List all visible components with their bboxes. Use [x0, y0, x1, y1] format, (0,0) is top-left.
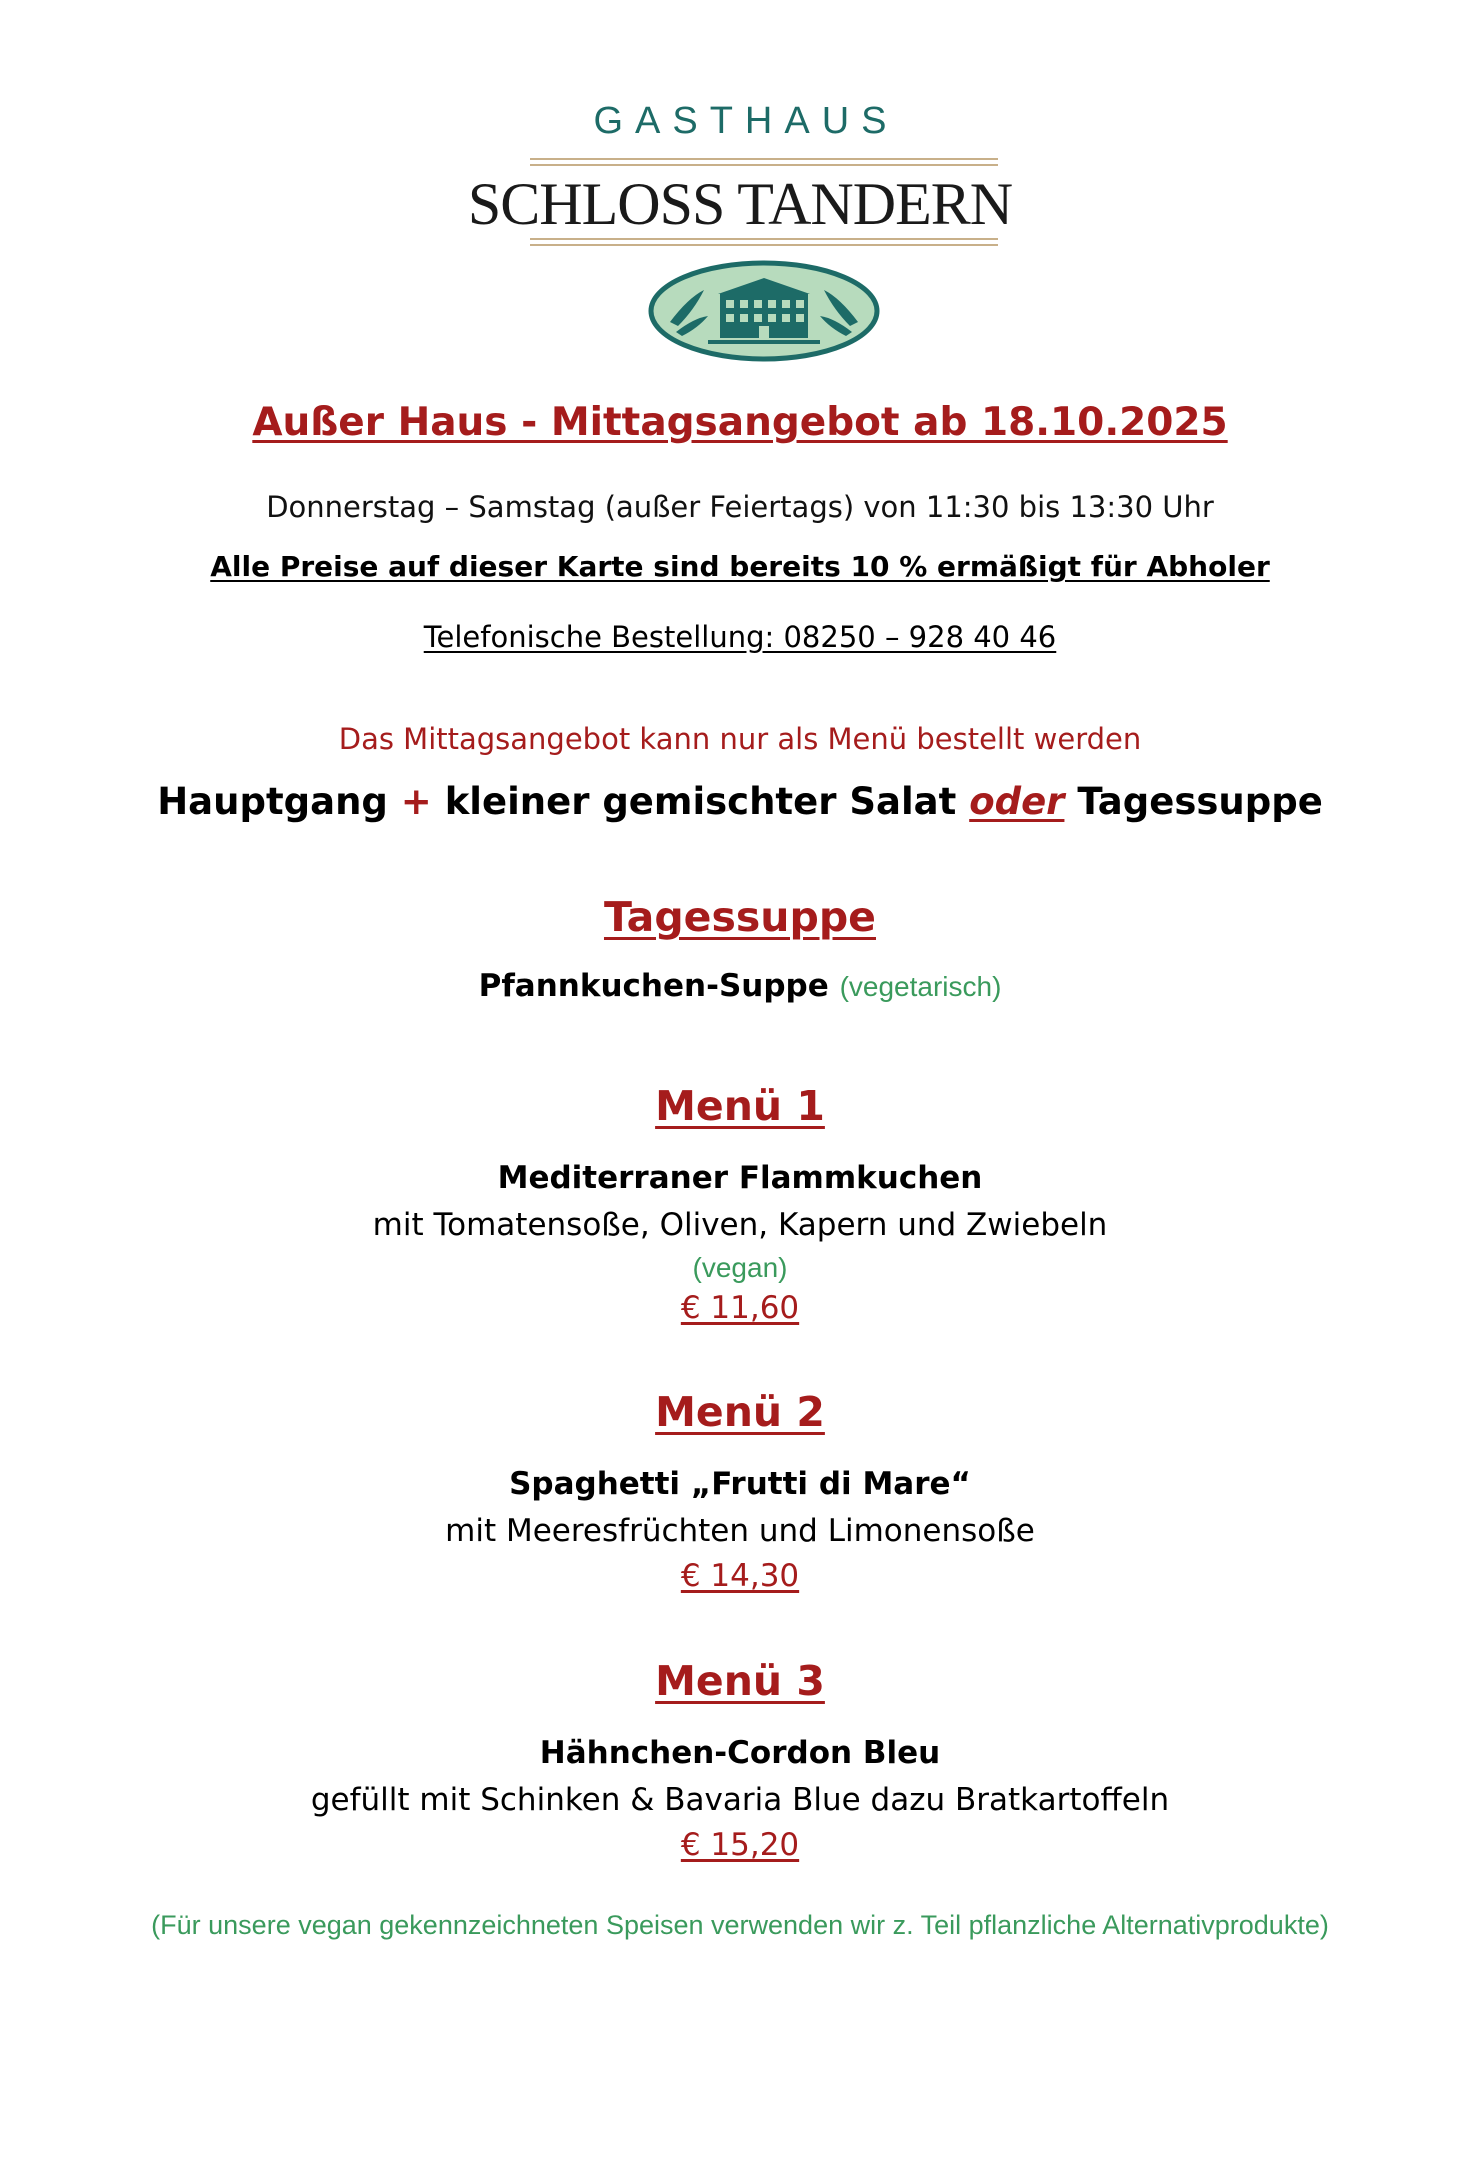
phone-order-line: Telefonische Bestellung: 08250 – 928 40 46: [423, 620, 1057, 654]
logo-rule-bottom-2: [530, 244, 998, 246]
combo-part-3: Tagessuppe: [1064, 780, 1323, 823]
menu-3-price: € 15,20: [680, 1827, 800, 1863]
soup-name: Pfannkuchen-Suppe: [478, 968, 829, 1004]
combo-line: [0, 780, 1480, 823]
logo-schloss-text: SCHLOSS TANDERN: [467, 171, 1013, 237]
menu-only-note: Das Mittagsangebot kann nur als Menü bestellt werden: [338, 722, 1142, 756]
combo-oder: oder: [969, 780, 1065, 823]
pickup-discount-note: Alle Preise auf dieser Karte sind bereits 10 % ermäßigt für Abholer: [210, 550, 1270, 583]
soup-line: [0, 968, 1480, 1004]
menu-3-title: Menü 3: [655, 1657, 825, 1705]
menu-2-price: € 14,30: [680, 1558, 800, 1594]
menu-1-description: mit Tomatensoße, Oliven, Kapern und Zwiebeln: [372, 1207, 1108, 1243]
menu-3-description: gefüllt mit Schinken & Bavaria Blue dazu Bratkartoffeln: [310, 1782, 1170, 1818]
soup-section-title: Tagessuppe: [603, 893, 876, 941]
logo-rule-bottom: [530, 238, 998, 240]
menu-3-dish: Hähnchen-Cordon Bleu: [539, 1735, 941, 1771]
menu-2-dish: Spaghetti „Frutti di Mare“: [509, 1466, 971, 1502]
logo-rule-top-2: [530, 164, 998, 166]
vegan-footnote: (Für unsere vegan gekennzeichneten Speisen verwenden wir z. Teil pflanzliche Alternativprodukte): [151, 1910, 1329, 1940]
opening-hours: Donnerstag – Samstag (außer Feiertags) von 11:30 bis 13:30 Uhr: [266, 490, 1214, 524]
page-headline: Außer Haus - Mittagsangebot ab 18.10.2025: [252, 400, 1228, 445]
soup-diet-label: (vegetarisch): [839, 971, 1002, 1002]
menu-1-dish: Mediterraner Flammkuchen: [497, 1160, 983, 1196]
menu-1-diet-label: (vegan): [692, 1252, 788, 1283]
combo-part-2: kleiner gemischter Salat: [431, 780, 970, 823]
combo-part-1: Hauptgang: [157, 780, 401, 823]
combo-plus: +: [400, 780, 432, 823]
menu-2-description: mit Meeresfrüchten und Limonensoße: [445, 1513, 1035, 1549]
logo-rule-top: [530, 158, 998, 160]
logo-gasthaus-text: GASTHAUS: [593, 100, 899, 142]
menu-1-price: € 11,60: [680, 1290, 800, 1326]
castle-emblem-icon: [648, 260, 880, 362]
menu-1-title: Menü 1: [655, 1082, 825, 1130]
menu-2-title: Menü 2: [655, 1388, 825, 1436]
